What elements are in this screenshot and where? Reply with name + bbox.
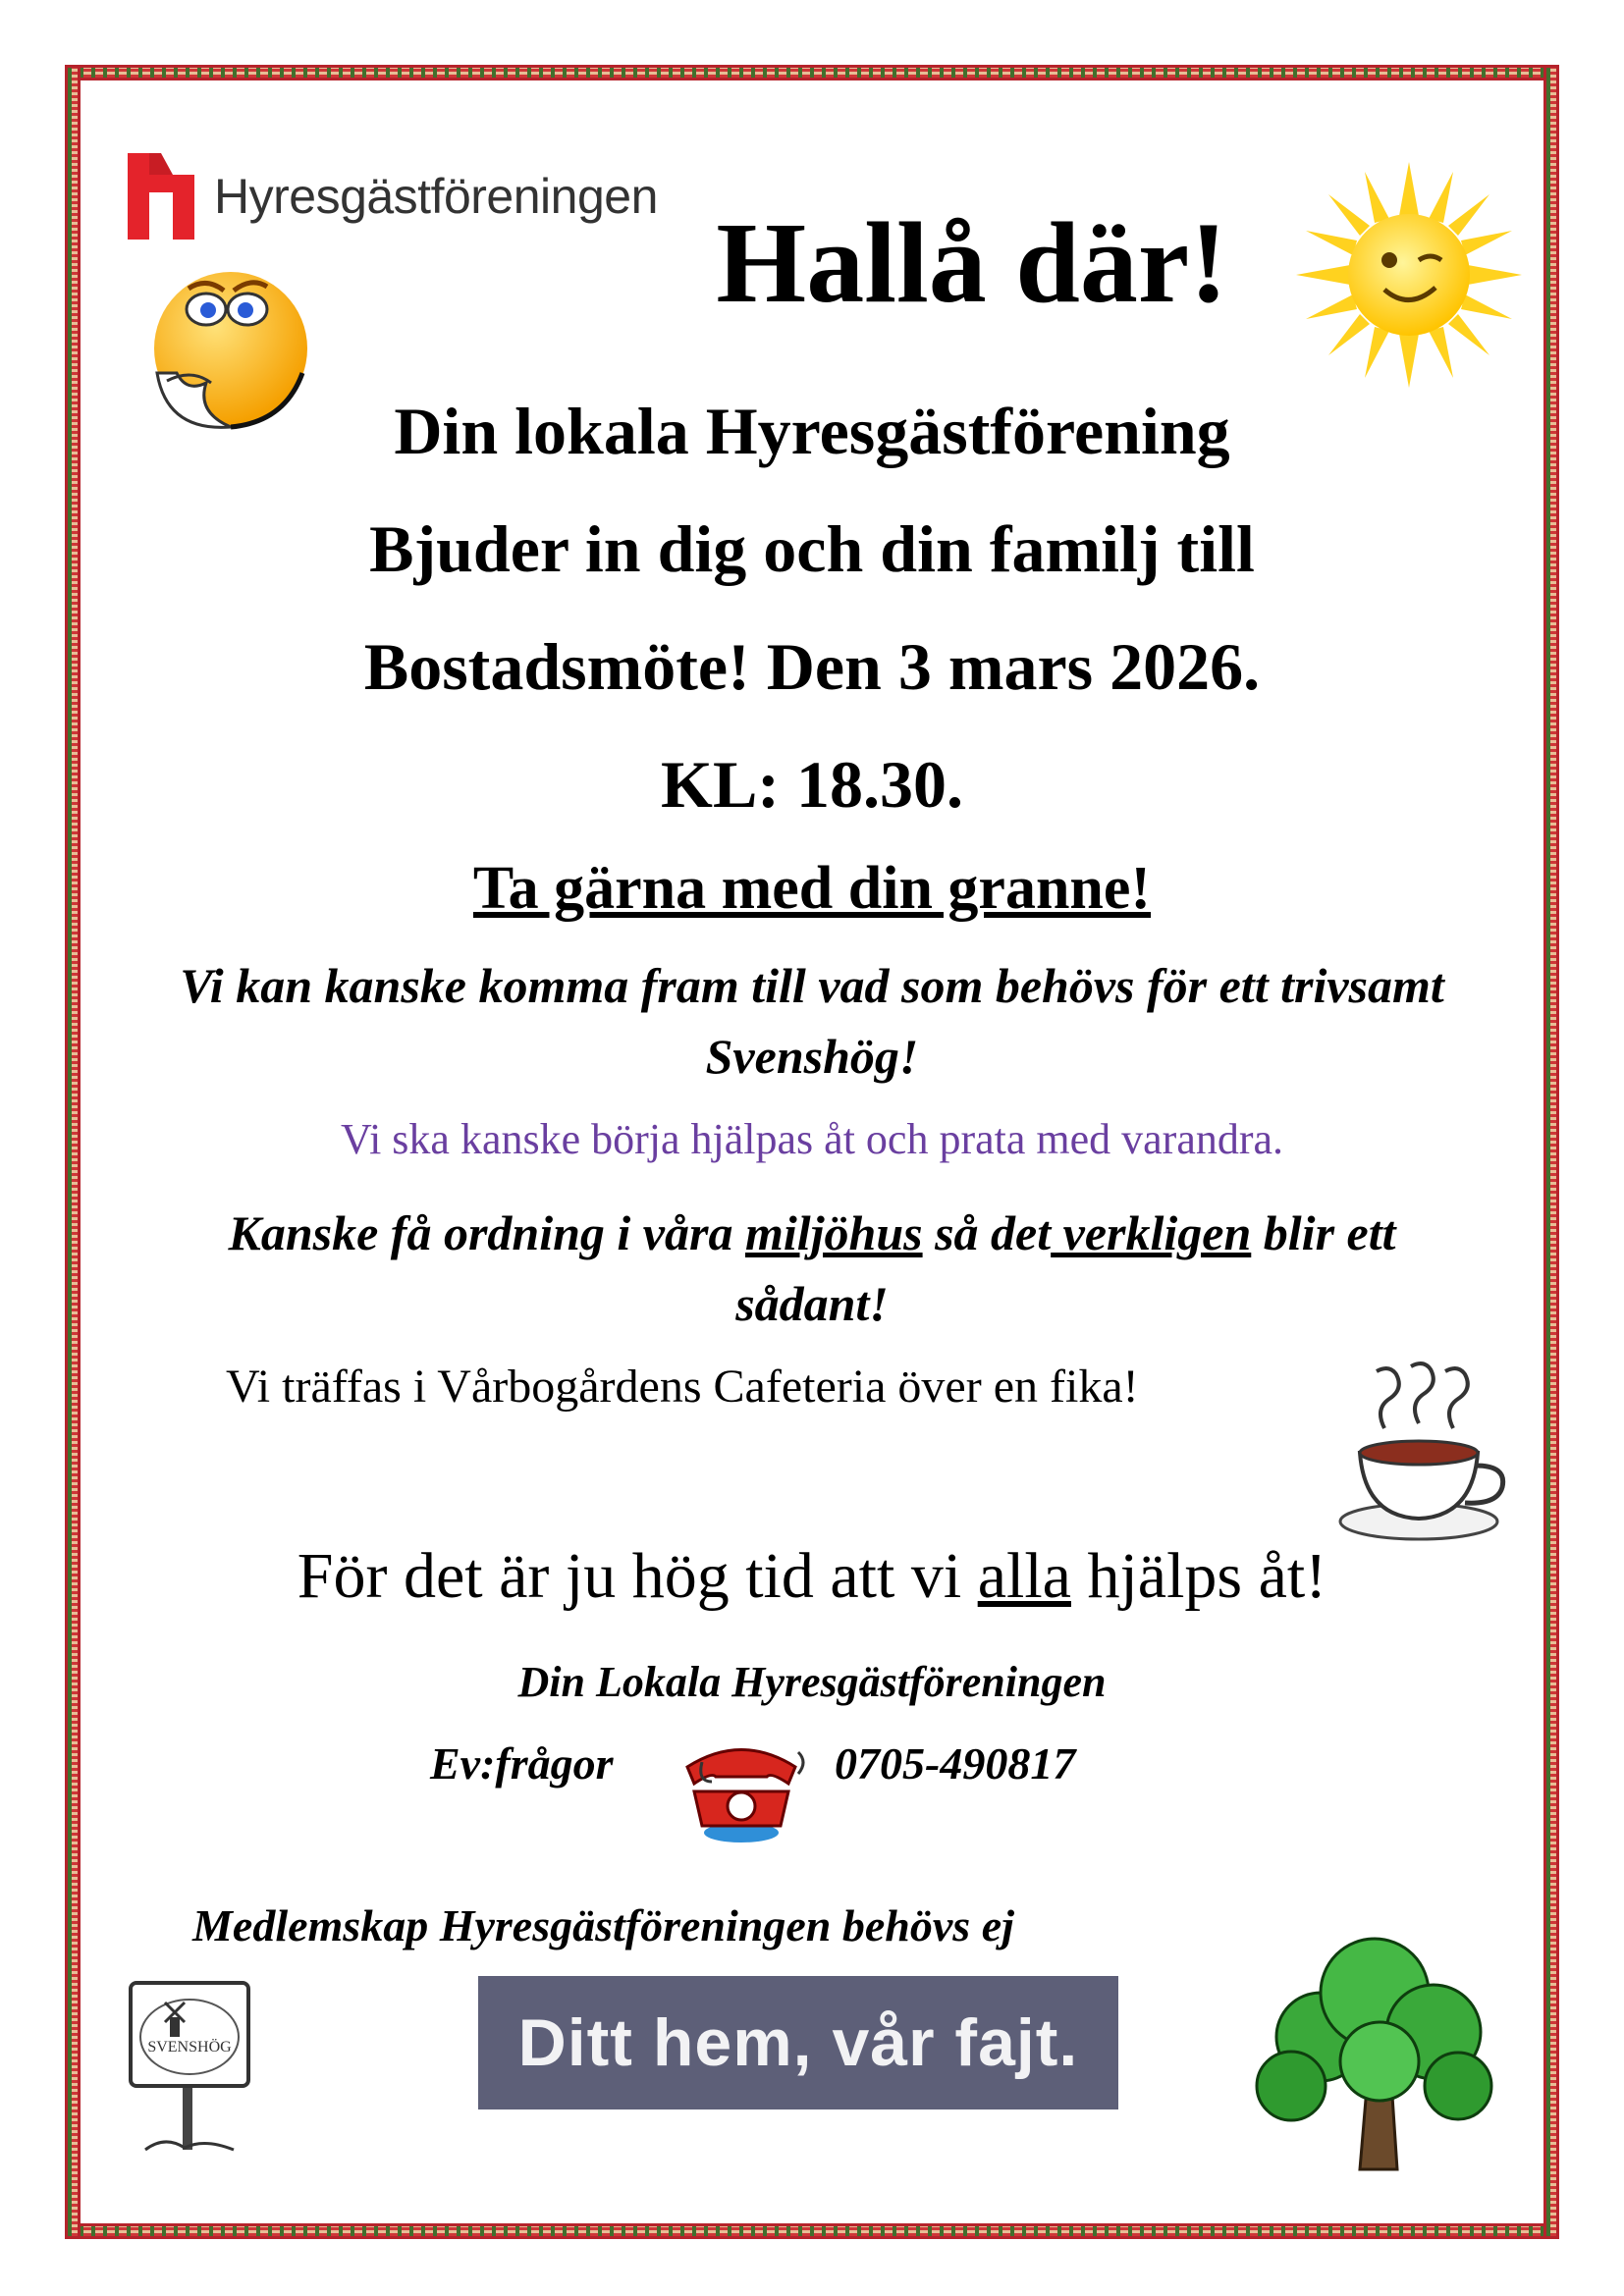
telephone-icon xyxy=(673,1723,810,1850)
invitation-line-1: Din lokala Hyresgästförening xyxy=(394,394,1230,468)
contact-label: Ev:frågor xyxy=(430,1738,614,1789)
bring-neighbour-text: Ta gärna med din granne! xyxy=(472,855,1152,922)
invitation-line-3: Bostadsmöte! Den 3 mars 2026. xyxy=(363,629,1261,704)
invitation-line-2: Bjuder in dig och din familj till xyxy=(369,511,1255,586)
windmill-sign-icon xyxy=(126,1973,253,2160)
paragraph-3-underlined-1: miljöhus xyxy=(744,1205,923,1260)
paragraph-2: Vi ska kanske börja hjälpas åt och prata med varandra. xyxy=(340,1115,1284,1163)
paragraph-5-part-2: hjälps åt! xyxy=(1070,1540,1327,1612)
paragraph-3-part-1: Kanske få ordning i våra xyxy=(228,1205,745,1260)
sign-logo-text: SVENSHÖG xyxy=(147,2039,232,2056)
paragraph-1: Vi kan kanske komma fram till vad som behövs för ett trivsamt Svenshög! xyxy=(180,958,1444,1084)
signature: Din Lokala Hyresgästföreningen xyxy=(517,1658,1107,1706)
decorative-border-top xyxy=(65,65,1559,80)
coffee-cup-icon xyxy=(1335,1360,1512,1546)
logo-text: Hyresgästföreningen xyxy=(214,169,658,224)
paragraph-3-part-3: blir ett sådant! xyxy=(735,1205,1396,1331)
paragraph-5-part-1: För det är ju hög tid att vi xyxy=(297,1540,978,1612)
headline: Hallå där! xyxy=(716,198,1228,327)
decorative-border-bottom xyxy=(65,2223,1559,2239)
hyresgastforeningen-logo xyxy=(128,152,677,240)
logo-mark-icon xyxy=(128,153,194,240)
decorative-border-right xyxy=(1543,65,1559,2239)
tree-icon xyxy=(1252,1929,1497,2174)
decorative-border-left xyxy=(65,65,81,2239)
paragraph-3-part-2: så det xyxy=(922,1205,1052,1260)
paragraph-5-underlined: alla xyxy=(977,1540,1071,1612)
paragraph-3-underlined-2: verkligen xyxy=(1051,1205,1252,1260)
phone-number: 0705-490817 xyxy=(835,1738,1076,1789)
paragraph-4: Vi träffas i Vårbogårdens Cafeteria över en fika! xyxy=(226,1361,1139,1413)
paragraph-3 xyxy=(147,1198,1477,1339)
slogan-banner xyxy=(478,1976,1118,2109)
membership-note: Medlemskap Hyresgästföreningen behövs ej xyxy=(192,1900,1014,1950)
slogan-text: Ditt hem, vår fajt. xyxy=(517,2005,1079,2080)
invitation-time: KL: 18.30. xyxy=(661,747,963,822)
paragraph-5 xyxy=(147,1539,1477,1614)
